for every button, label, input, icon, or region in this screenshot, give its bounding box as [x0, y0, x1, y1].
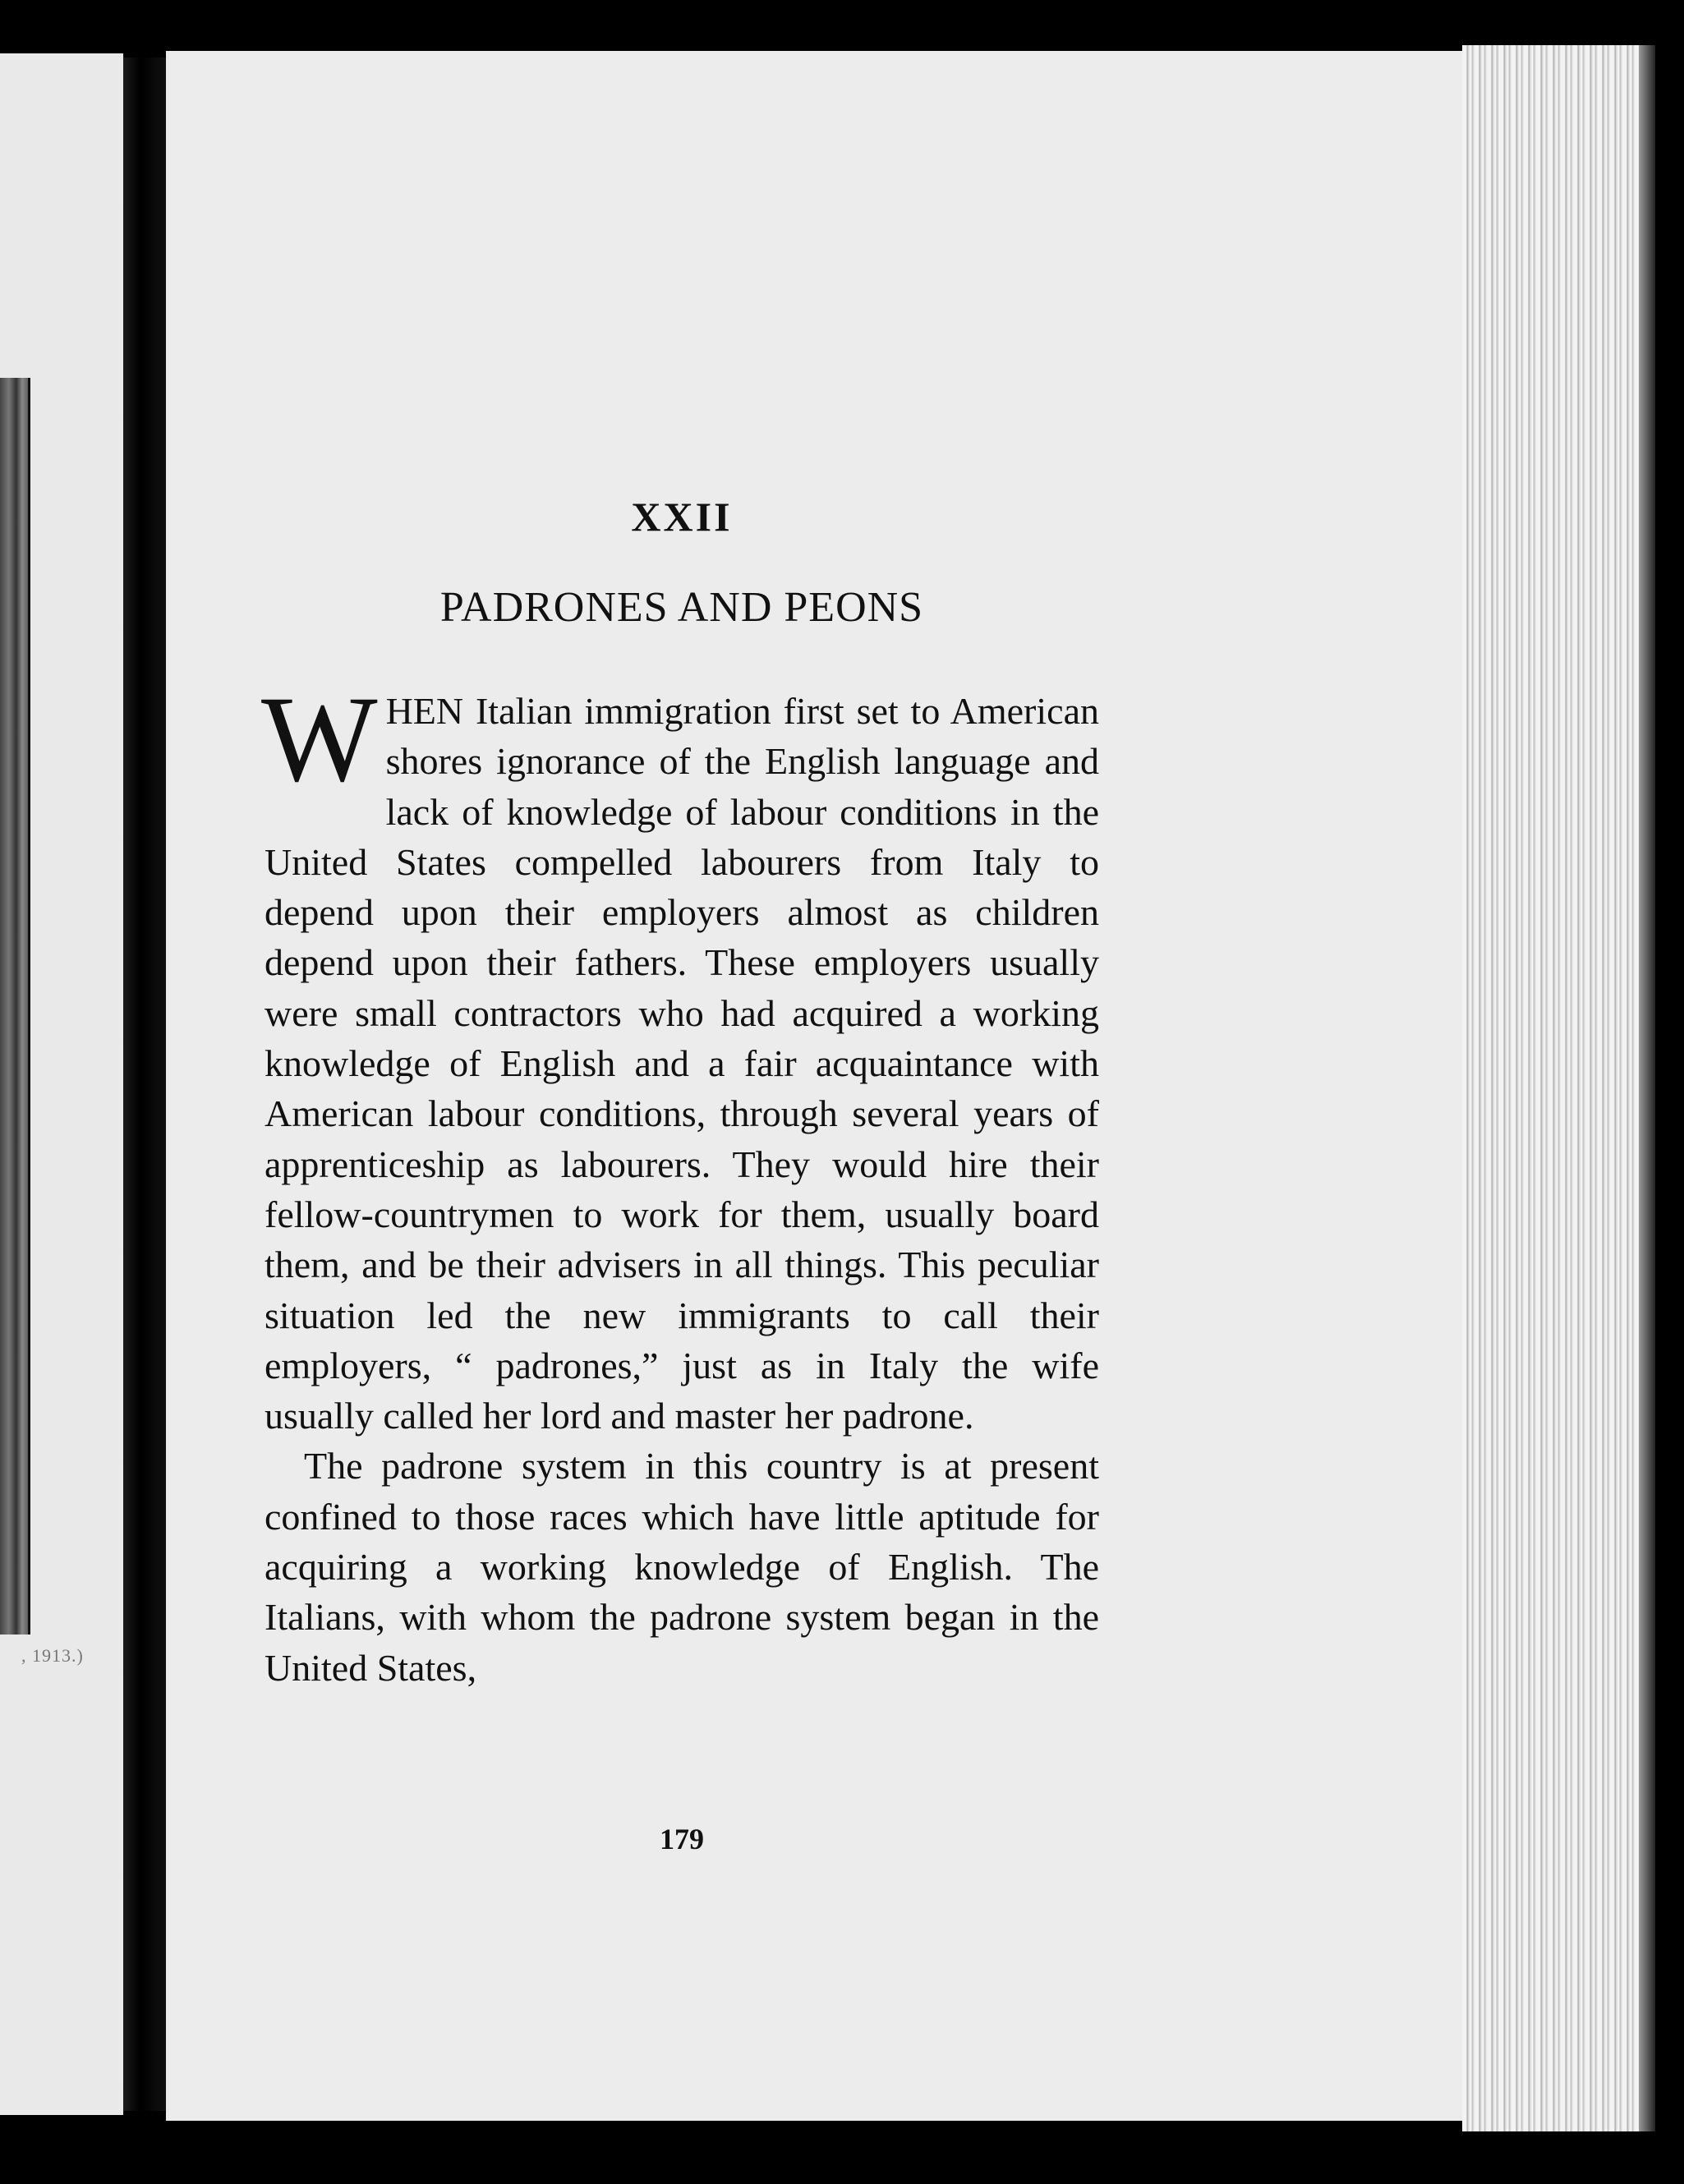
facing-page-caption: , 1913.): [21, 1645, 84, 1666]
facing-page-photo: [0, 378, 30, 1635]
paragraph-1-text: HEN Italian immigration first set to American shores ignorance of the English language and lack of knowledge of labour conditions in the United States compelled labourers from Italy to depend upon their employers almost as children depend upon their fathers. These employers usually were small contractors who had acquired a working knowledge of English and a fair acquaintance with American labour conditions, through several years of apprenticeship as labourers. They would hire their fellow-countrymen to work for them, usually board them, and be their advisers in all things. This peculiar situation led the new immigrants to call their employers, “ padrones,” just as in Italy the wife usually called her lord and master her padrone.: [265, 690, 1099, 1437]
chapter-number: XXII: [631, 494, 733, 540]
page-number: 179: [660, 1823, 704, 1855]
photo-border: [28, 378, 30, 1635]
paragraph-2: The padrone system in this country is at present confined to those races which have little aptitude for acquiring a working knowledge of English. The Italians, with whom the padrone system began in the United States,: [265, 1445, 1099, 1689]
body-text: [261, 671, 1099, 1693]
book-gutter: [123, 57, 166, 2111]
page-edges: [1462, 45, 1639, 2131]
chapter-title: PADRONES AND PEONS: [439, 584, 924, 631]
paragraph-1: [261, 671, 1099, 1441]
drop-cap: W: [261, 671, 378, 807]
page-edges-shadow: [1639, 45, 1655, 2131]
